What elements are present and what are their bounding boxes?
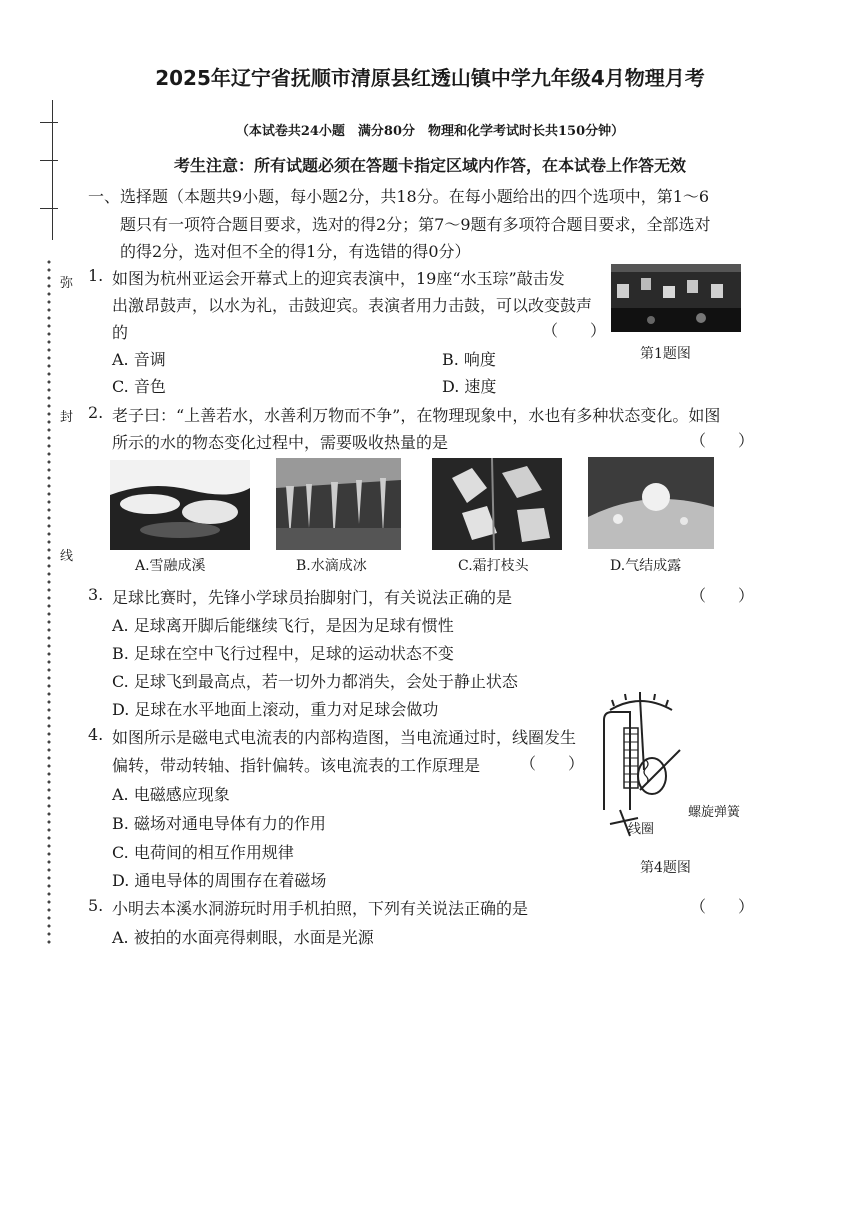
question-number: 1. — [88, 266, 104, 285]
label-coil: 线圈 — [628, 822, 655, 837]
answer-parentheses: （ ） — [520, 754, 585, 773]
question-text: 所示的水的物态变化过程中，需要吸收热量的是 — [112, 433, 449, 452]
option-a: A. 被拍的水面亮得刺眼，水面是光源 — [112, 928, 374, 947]
figure-snow-melt — [110, 460, 250, 550]
question-number: 3. — [88, 585, 104, 604]
binding-char: 线 — [60, 549, 74, 564]
figure-q1-photo — [611, 264, 741, 332]
option-b: B. 响度 — [442, 350, 496, 369]
label-spring: 螺旋弹簧 — [688, 805, 741, 820]
question-text: 足球比赛时，先锋小学球员抬脚射门，有关说法正确的是 — [112, 588, 513, 607]
figure-caption: 第1题图 — [640, 346, 691, 362]
binding-margin — [40, 100, 72, 950]
option-c: C. 电荷间的相互作用规律 — [112, 843, 294, 862]
figure-caption-c: C.霜打枝头 — [458, 558, 529, 574]
section-instructions: 的得2分，选对但不全的得1分，有选错的得0分） — [120, 242, 471, 261]
option-b: B. 足球在空中飞行过程中，足球的运动状态不变 — [112, 644, 454, 663]
question-text: 偏转，带动转轴、指针偏转。该电流表的工作原理是 — [112, 756, 481, 775]
exam-notice: 考生注意：所有试题必须在答题卡指定区域内作答，在本试卷上作答无效 — [173, 156, 686, 175]
figure-caption: 第4题图 — [640, 860, 691, 876]
option-d: D. 足球在水平地面上滚动，重力对足球会做功 — [112, 700, 439, 719]
figure-frost-leaves — [432, 458, 562, 550]
question-text: 如图所示是磁电式电流表的内部构造图，当电流通过时，线圈发生 — [112, 728, 577, 747]
option-c: C. 音色 — [112, 377, 166, 396]
figure-caption-d: D.气结成露 — [610, 558, 682, 574]
option-d: D. 速度 — [442, 377, 497, 396]
question-number: 5. — [88, 896, 104, 915]
answer-parentheses: （ ） — [690, 586, 755, 605]
option-a: A. 电磁感应现象 — [112, 785, 230, 804]
option-c: C. 足球飞到最高点，若一切外力都消失，会处于静止状态 — [112, 672, 518, 691]
figure-caption-b: B.水滴成冰 — [296, 558, 367, 574]
figure-dew-drop — [588, 457, 714, 549]
exam-title: 2025年辽宁省抚顺市清原县红透山镇中学九年级4月物理月考 — [155, 66, 705, 90]
question-text: 如图为杭州亚运会开幕式上的迎宾表演中，19座“水玉琮”敲击发 — [112, 269, 565, 288]
option-a: A. 音调 — [112, 350, 166, 369]
answer-parentheses: （ ） — [690, 431, 755, 450]
option-d: D. 通电导体的周围存在着磁场 — [112, 871, 327, 890]
question-number: 2. — [88, 403, 104, 422]
answer-parentheses: （ ） — [542, 321, 607, 340]
binding-char: 封 — [60, 410, 74, 425]
figure-icicles — [276, 458, 401, 550]
binding-char: 弥 — [60, 276, 74, 291]
question-text: 出激昂鼓声，以水为礼，击鼓迎宾。表演者用力击鼓，可以改变鼓声 — [112, 296, 593, 315]
option-a: A. 足球离开脚后能继续飞行，是因为足球有惯性 — [112, 616, 454, 635]
seal-cut-line — [46, 258, 52, 948]
figure-caption-a: A.雪融成溪 — [135, 558, 206, 574]
section-instructions: 题只有一项符合题目要求，选对的得2分；第7～9题有多项符合题目要求，全部选对 — [120, 215, 711, 234]
question-text: 的 — [112, 323, 129, 342]
exam-subtitle: （本试卷共24小题 满分80分 物理和化学考试时长共150分钟） — [235, 124, 625, 139]
option-b: B. 磁场对通电导体有力的作用 — [112, 814, 326, 833]
question-text: 老子曰：“上善若水，水善利万物而不争”，在物理现象中，水也有多种状态变化。如图 — [112, 406, 721, 425]
question-text: 小明去本溪水洞游玩时用手机拍照，下列有关说法正确的是 — [112, 899, 529, 918]
question-number: 4. — [88, 725, 104, 744]
answer-parentheses: （ ） — [690, 897, 755, 916]
section-heading: 一、选择题（本题共9小题，每小题2分，共18分。在每小题给出的四个选项中，第1～6 — [88, 187, 710, 206]
